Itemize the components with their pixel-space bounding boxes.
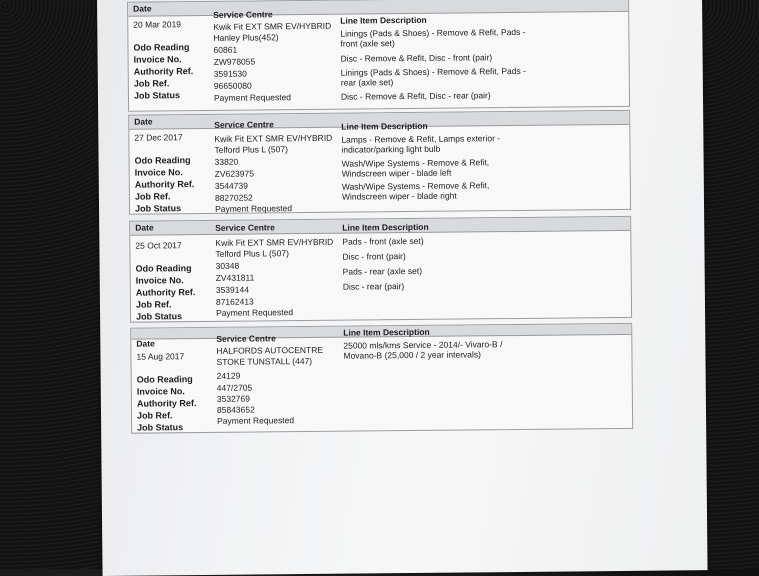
date-header: Date xyxy=(136,338,155,349)
date-header: Date xyxy=(134,116,153,127)
record-date: 25 Oct 2017 xyxy=(135,240,182,251)
line-item: Pads - rear (axle set) xyxy=(342,265,423,277)
line-item: rear (axle set) xyxy=(340,77,394,88)
invoice-label: Invoice No. xyxy=(135,275,184,286)
job-ref-label: Job Ref. xyxy=(133,78,170,89)
record-header-bar xyxy=(128,0,628,17)
service-centre-line-2: Telford Plus L (507) xyxy=(214,144,288,155)
service-centre-line-1: Kwik Fit EXT SMR EV/HYBRID xyxy=(213,20,332,32)
document-page xyxy=(97,0,708,576)
line-item: 25000 mls/kms Service - 2014/- Vivaro-B / xyxy=(343,339,503,351)
service-centre-line-1: HALFORDS AUTOCENTRE xyxy=(216,344,324,356)
job-status-label: Job Status xyxy=(134,203,182,214)
record-date: 27 Dec 2017 xyxy=(134,132,183,143)
authority-label: Authority Ref. xyxy=(134,179,195,190)
job-ref-label: Job Ref. xyxy=(134,191,171,202)
line-item: Windscreen wiper - blade right xyxy=(341,190,457,202)
leather-background-left xyxy=(0,0,110,569)
odo-label: Odo Reading xyxy=(133,42,190,53)
job-status-label: Job Status xyxy=(137,422,184,433)
service-record-2 xyxy=(128,110,631,215)
line-item: front (axle set) xyxy=(340,38,395,49)
record-date: 20 Mar 2019 xyxy=(133,19,182,30)
invoice-label: Invoice No. xyxy=(136,386,185,397)
invoice-value: ZW978055 xyxy=(213,56,256,67)
line-item: Disc - Remove & Refit, Disc - rear (pair) xyxy=(340,90,491,102)
authority-label: Authority Ref. xyxy=(133,66,194,77)
line-item: Wash/Wipe Systems - Remove & Refit, xyxy=(341,157,490,169)
line-item: Movano-B (25,000 / 2 year intervals) xyxy=(343,349,481,361)
odo-value: 60861 xyxy=(213,44,238,55)
job-status-label: Job Status xyxy=(136,311,183,322)
line-item: Disc - front (pair) xyxy=(342,251,406,262)
date-header: Date xyxy=(135,222,154,233)
job-status-value: Payment Requested xyxy=(215,307,294,318)
service-record-3 xyxy=(129,216,632,323)
line-item: Wash/Wipe Systems - Remove & Refit, xyxy=(341,180,490,192)
odo-value: 30348 xyxy=(215,260,240,271)
job-status-value: Payment Requested xyxy=(213,92,292,103)
line-item: Disc - rear (pair) xyxy=(342,281,405,292)
date-header: Date xyxy=(133,3,152,14)
line-item: Windscreen wiper - blade left xyxy=(341,167,452,179)
service-centre-line-1: Kwik Fit EXT SMR EV/HYBRID xyxy=(215,236,334,248)
odo-label: Odo Reading xyxy=(136,374,193,385)
service-centre-line-2: Telford Plus L (507) xyxy=(215,248,289,259)
line-item: Linings (Pads & Shoes) - Remove & Refit, Pads - xyxy=(340,65,526,78)
authority-value: 3539144 xyxy=(215,284,249,295)
line-item-header: Line Item Description xyxy=(340,14,427,26)
service-centre-line-1: Kwik Fit EXT SMR EV/HYBRID xyxy=(214,132,333,144)
job-ref-value: 88270252 xyxy=(214,192,253,203)
authority-label: Authority Ref. xyxy=(136,398,197,409)
odo-label: Odo Reading xyxy=(134,155,191,166)
invoice-value: ZV623975 xyxy=(214,168,254,179)
line-item-header: Line Item Description xyxy=(341,120,428,132)
line-item: Disc - Remove & Refit, Disc - front (pair) xyxy=(340,52,493,64)
line-item-header: Line Item Description xyxy=(343,326,430,338)
authority-value: 3532769 xyxy=(216,393,251,404)
line-item: Lamps - Remove & Refit, Lamps exterior - xyxy=(341,133,501,145)
job-ref-label: Job Ref. xyxy=(136,410,173,421)
invoice-value: 447/2705 xyxy=(216,382,253,393)
record-date: 15 Aug 2017 xyxy=(136,351,185,362)
invoice-label: Invoice No. xyxy=(133,54,182,65)
service-centre-header: Service Centre xyxy=(216,333,276,344)
odo-value: 33820 xyxy=(214,156,239,167)
service-centre-header: Service Centre xyxy=(214,119,274,130)
line-item: indicator/parking light bulb xyxy=(341,143,441,155)
odo-value: 24129 xyxy=(216,370,241,381)
job-ref-value: 87162413 xyxy=(215,296,254,307)
job-status-value: Payment Requested xyxy=(215,203,293,214)
service-centre-header: Service Centre xyxy=(213,9,273,20)
service-record-4 xyxy=(130,323,633,434)
service-record-1 xyxy=(127,0,630,112)
line-item: Pads - front (axle set) xyxy=(342,235,424,247)
job-ref-label: Job Ref. xyxy=(135,299,172,310)
authority-value: 3544739 xyxy=(214,180,248,191)
line-item: Linings (Pads & Shoes) - Remove & Refit, Pads - xyxy=(340,26,526,39)
authority-value: 3591530 xyxy=(213,68,247,79)
job-status-value: Payment Requested xyxy=(217,415,295,426)
job-ref-value: 96650080 xyxy=(213,80,252,91)
authority-label: Authority Ref. xyxy=(135,287,196,298)
service-centre-line-2: Hanley Plus(452) xyxy=(213,32,279,43)
invoice-value: ZV431811 xyxy=(215,272,255,283)
odo-label: Odo Reading xyxy=(135,263,192,274)
service-centre-line-2: STOKE TUNSTALL (447) xyxy=(216,355,313,367)
job-ref-value: 85843652 xyxy=(216,404,255,415)
job-status-label: Job Status xyxy=(133,90,181,101)
service-centre-header: Service Centre xyxy=(215,222,275,233)
line-item-header: Line Item Description xyxy=(342,221,429,233)
invoice-label: Invoice No. xyxy=(134,167,183,178)
